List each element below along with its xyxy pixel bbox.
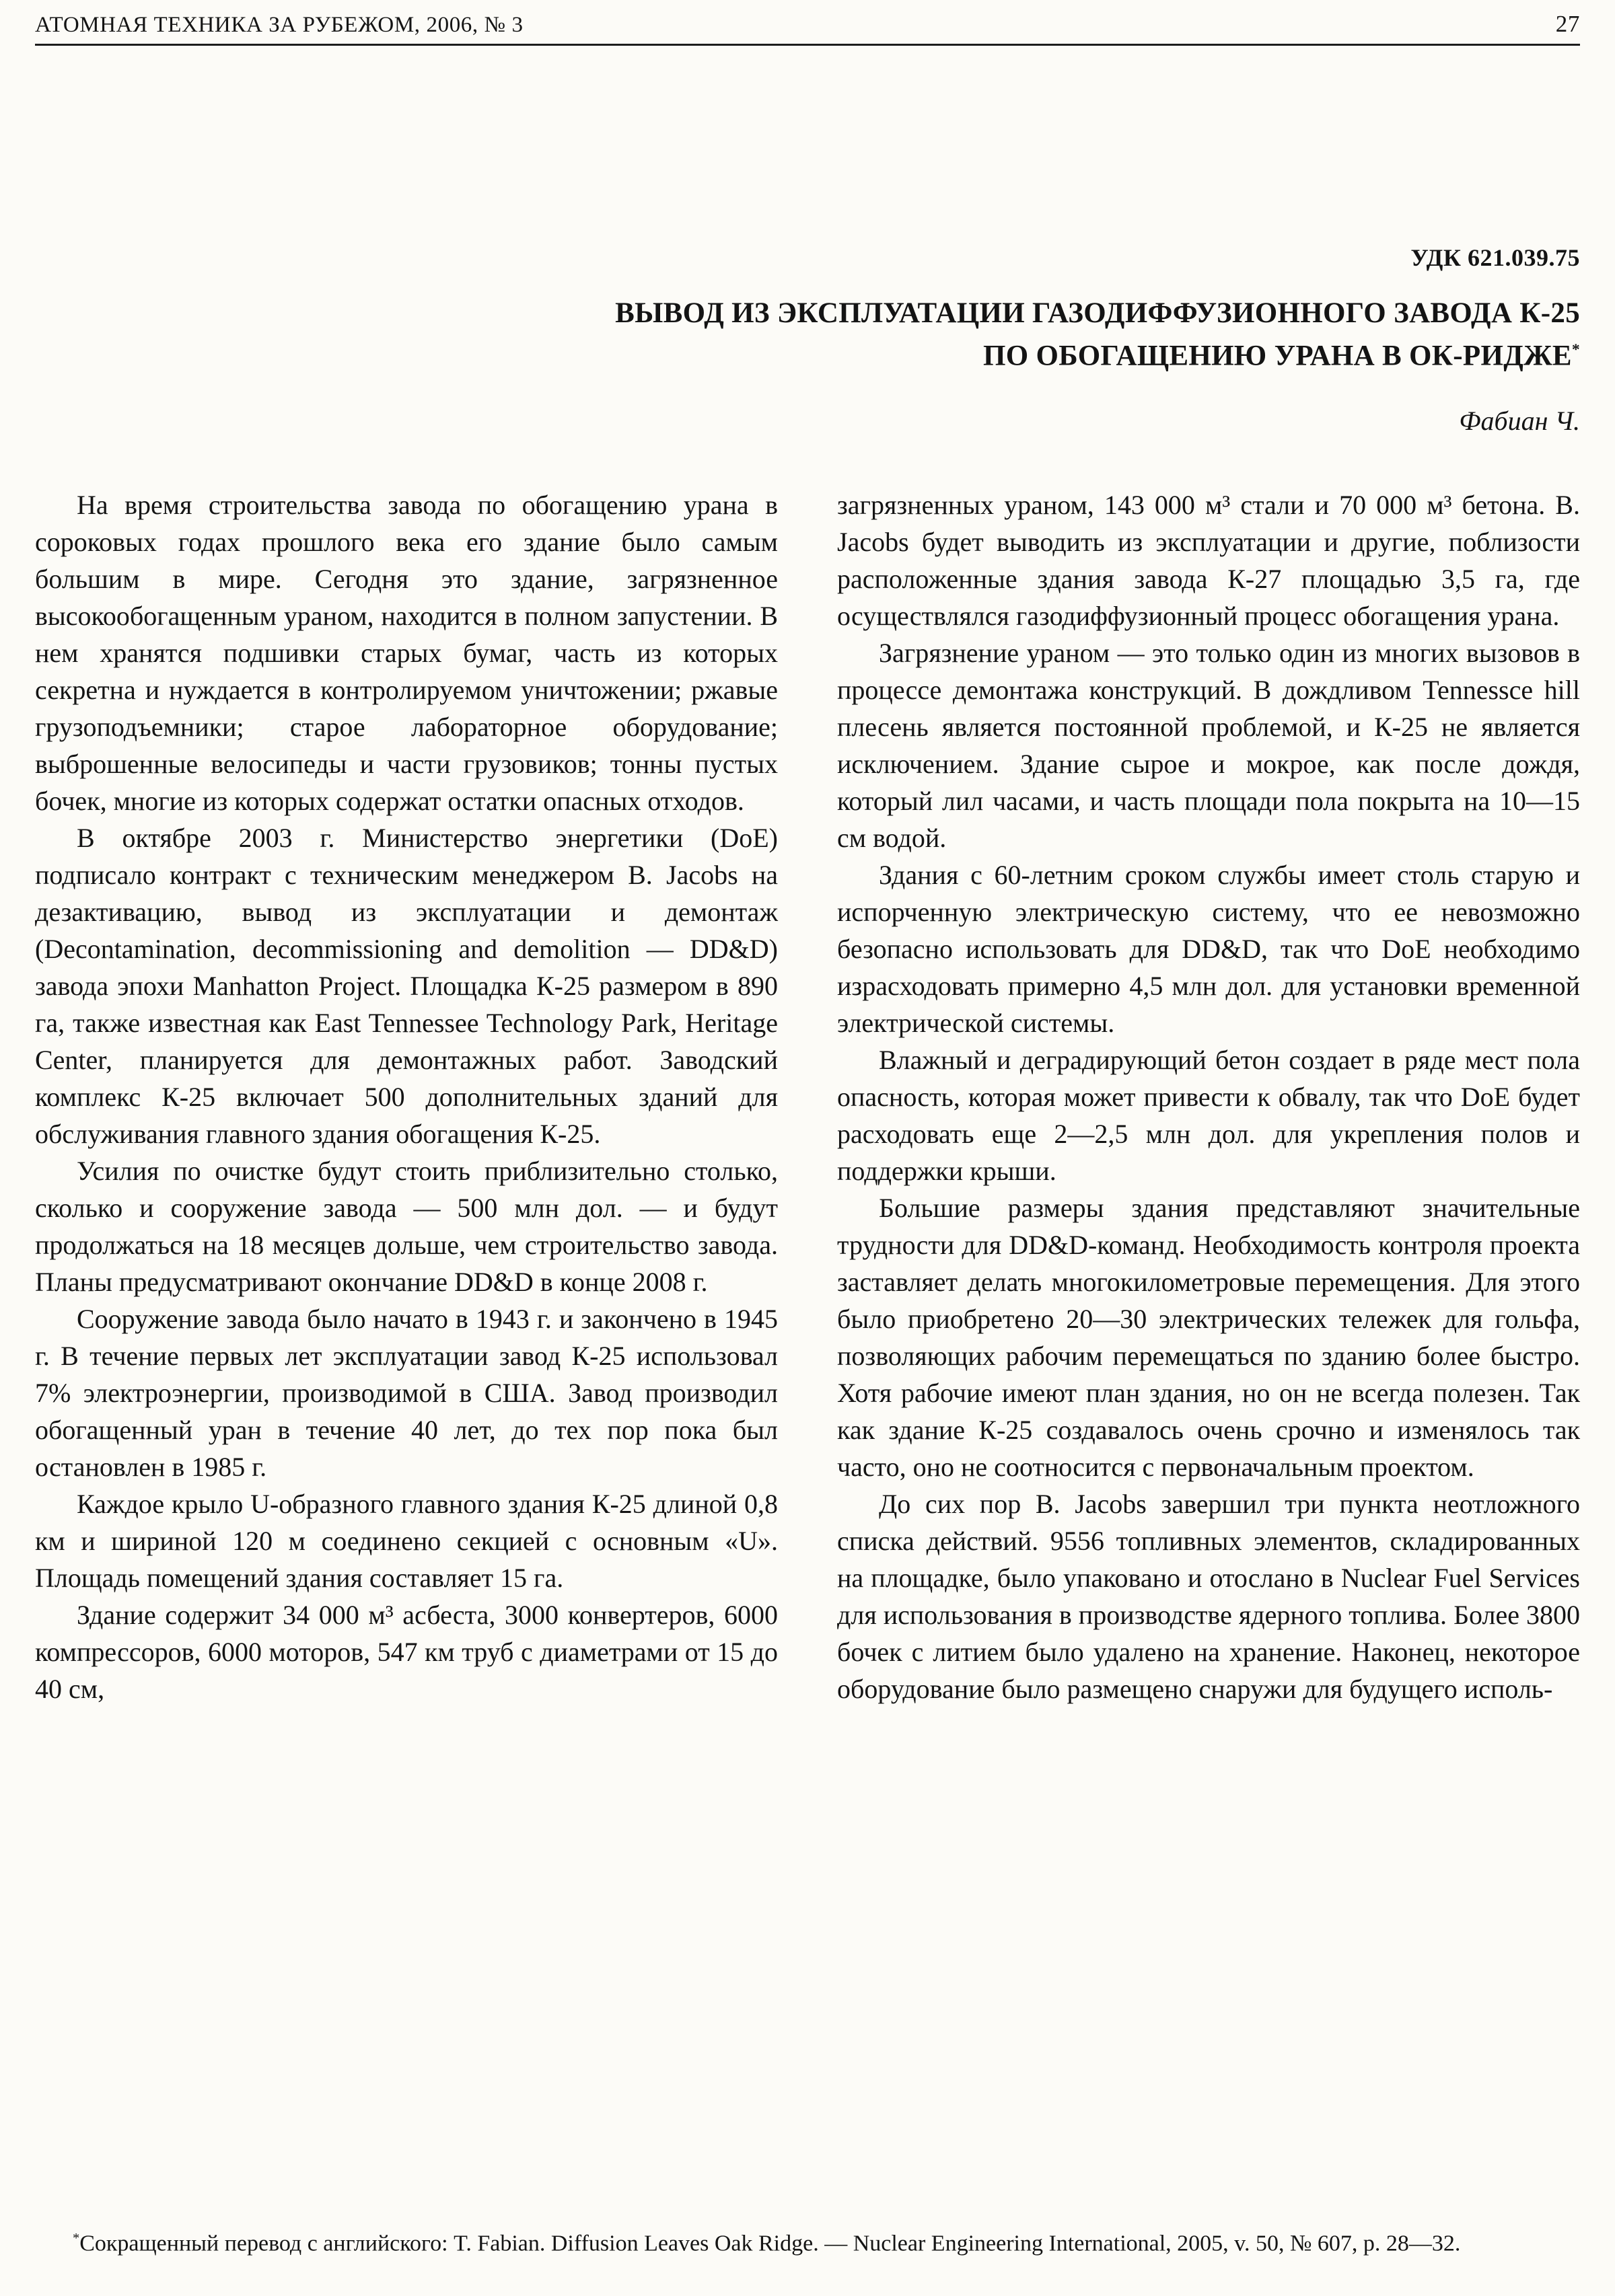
right-column (837, 486, 1580, 1707)
paragraph-continuation: загрязненных ураном, 143 000 м³ стали и 70 000 м³ бетона. B. Jacobs будет выводить из эксплуатации и другие, поблизости расположенные здания завода К-27 площадью 3,5 га, где осуществлялся газодиффузионный процесс обогащения урана. (837, 490, 1580, 632)
paragraph: Влажный и деградирующий бетон создает в ряде мест пола опасность, которая может привести к обвалу, так что DoE будет расходовать еще 2—2,5 млн дол. для укрепления полов и поддержки крыши. (837, 1045, 1580, 1187)
author-name: Фабиан Ч. (1459, 406, 1580, 437)
left-column (35, 486, 778, 1707)
paragraph: Усилия по очистке будут стоить приблизительно столько, сколько и сооружение завода — 500 млн дол. — и будут продолжаться на 18 месяцев дольше, чем строительство завода. Планы предусматривают окончание DD&D в конце 2008 г. (35, 1156, 778, 1298)
footnote-marker: * (73, 2230, 80, 2246)
article-body (35, 486, 1580, 1707)
paragraph: В октябре 2003 г. Министерство энергетики (DoE) подписало контракт с техническим менеджером B. Jacobs на дезактивацию, вывод из эксплуатации и демонтаж (Decontamination, decommissioning and demolition — DD&D) завода эпохи Manhatton Project. Площадка К-25 размером в 890 га, также известная как East Tennessee Technology Park, Heritage Center, планируется для демонтажных работ. Заводский комплекс К-25 включает 500 дополнительных зданий для обслуживания главного здания обогащения К-25. (35, 823, 778, 1150)
footnote-text: Сокращенный перевод с английского: T. Fabian. Diffusion Leaves Oak Ridge. — Nuclear Engineering International, 2005, v. 50, № 607, p. 28—32. (79, 2231, 1461, 2256)
header-rule (35, 44, 1580, 46)
page-number: 27 (1555, 11, 1580, 37)
paragraph: На время строительства завода по обогащению урана в сороковых годах прошлого века его здание было самым большим в мире. Сегодня это здание, загрязненное высокообогащенным ураном, находится в полном запустении. В нем хранятся подшивки старых бумаг, часть из которых секретна и нуждается в контролируемом уничтожении; ржавые грузоподъемники; старое лабораторное оборудование; выброшенные велосипеды и части грузовиков; тонны пустых бочек, многие из которых содержат остатки опасных отходов. (35, 490, 778, 817)
paragraph: Здание содержит 34 000 м³ асбеста, 3000 конвертеров, 6000 компрессоров, 6000 моторов, 547 км труб с диаметрами от 15 до 40 см, (35, 1600, 778, 1705)
title-footnote-marker: * (1571, 341, 1580, 359)
footnote (35, 2207, 1580, 2258)
paragraph: До сих пор B. Jacobs завершил три пункта неотложного списка действий. 9556 топливных элементов, складированных на площадке, было упаковано и отослано в Nuclear Fuel Services для использования в производстве ядерного топлива. Более 3800 бочек с литием было удалено на хранение. Наконец, некоторое оборудование было размещено снаружи для будущего исполь- (837, 1489, 1580, 1705)
article-title (35, 295, 1580, 374)
udc-number: УДК 621.039.75 (1410, 244, 1580, 271)
paragraph: Загрязнение ураном — это только один из многих вызовов в процессе демонтажа конструкций. В дождливом Tennessce hill плесень является постоянной проблемой, и К-25 не является исключением. Здание сырое и мокрое, как после дождя, который лил часами, и часть площади пола покрыта на 10—15 см водой. (837, 638, 1580, 854)
paragraph: Большие размеры здания представляют значительные трудности для DD&D-команд. Необходимость контроля проекта заставляет делать многокилометровые перемещения. Для этого было приобретено 20—30 электрических тележек для гольфа, позволяющих рабочим перемещаться по зданию более быстро. Хотя рабочие имеют план здания, но он не всегда полезен. Так как здание К-25 создавалось очень срочно и изменялось так часто, оно не соотносится с первоначальным проектом. (837, 1193, 1580, 1483)
journal-title: АТОМНАЯ ТЕХНИКА ЗА РУБЕЖОМ, 2006, № 3 (35, 13, 524, 37)
article-title-line2: ПО ОБОГАЩЕНИЮ УРАНА В ОК-РИДЖЕ (983, 340, 1572, 372)
article-title-line1: ВЫВОД ИЗ ЭКСПЛУАТАЦИИ ГАЗОДИФФУЗИОННОГО ЗАВОДА К-25 (615, 297, 1580, 329)
paragraph: Сооружение завода было начато в 1943 г. и закончено в 1945 г. В течение первых лет эксплуатации завод К-25 использовал 7% электроэнергии, производимой в США. Завод производил обогащенный уран в течение 40 лет, до тех пор пока был остановлен в 1985 г. (35, 1304, 778, 1483)
paragraph: Каждое крыло U-образного главного здания К-25 длиной 0,8 км и шириной 120 м соединено секцией с основным «U». Площадь помещений здания составляет 15 га. (35, 1489, 778, 1594)
paragraph: Здания с 60-летним сроком службы имеет столь старую и испорченную электрическую систему, что ее невозможно безопасно использовать для DD&D, так что DoE необходимо израсходовать примерно 4,5 млн дол. для установки временной электрической системы. (837, 860, 1580, 1039)
page-header (35, 11, 1580, 44)
